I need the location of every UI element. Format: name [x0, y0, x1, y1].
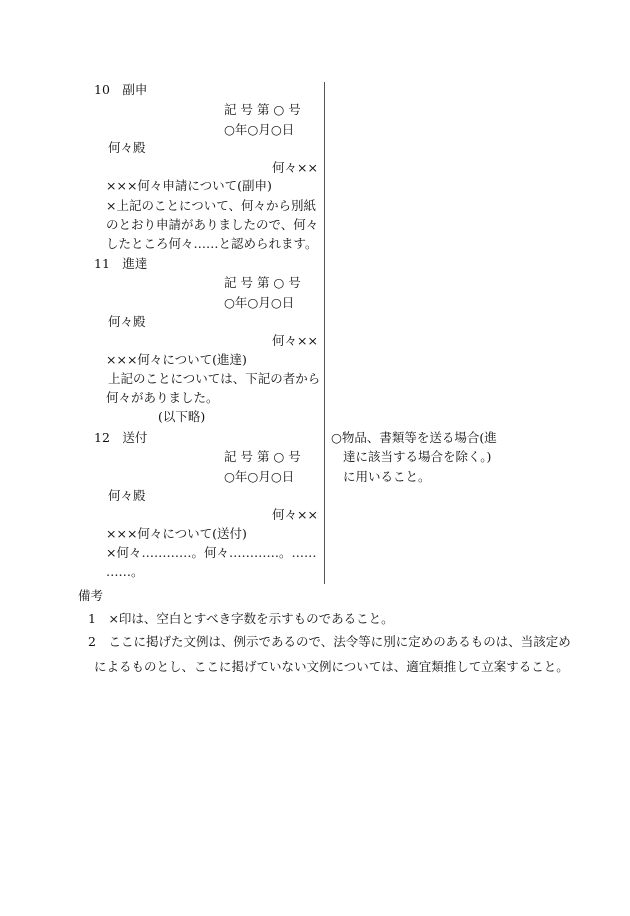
section-12-heading: 12 送付 — [94, 430, 148, 445]
section-10-sender: 何々×× — [272, 160, 318, 175]
section-12-body-line: ×何々…………。何々…………。…… — [106, 545, 317, 560]
section-10-body-line: のとおり申請がありましたので、何々 — [106, 217, 319, 232]
remarks-item-2-line: 2 ここに掲げた文例は、例示であるので、法令等に別に定めのあるものは、当該定め — [88, 634, 571, 649]
section-11-reference-number: 記 号 第 ○ 号 — [224, 275, 301, 290]
section-11-date: ○年○月○日 — [224, 295, 295, 310]
section-10-subject: ×××何々申請について(副申) — [106, 178, 272, 193]
column-divider — [324, 82, 325, 584]
section-12-reference-number: 記 号 第 ○ 号 — [224, 449, 301, 464]
section-11-addressee: 何々殿 — [108, 314, 146, 329]
section-12-body-line: ……。 — [106, 564, 144, 579]
section-12-addressee: 何々殿 — [108, 488, 146, 503]
remarks-item-2-line: によるものとし、ここに掲げていない文例については、適宜類推して立案すること。 — [94, 659, 569, 674]
section-10-body-line: ×上記のことについて、何々から別紙 — [106, 198, 316, 213]
remarks-item-1: 1 ×印は、空白とすべき字数を示すものであること。 — [88, 611, 394, 626]
section-10-addressee: 何々殿 — [108, 140, 146, 155]
section-12-note-line: に用いること。 — [343, 469, 431, 484]
section-12-date: ○年○月○日 — [224, 469, 295, 484]
section-10-body-line: したところ何々……と認められます。 — [106, 236, 318, 251]
section-12-note-line: 達に該当する場合を除く。) — [343, 449, 492, 464]
section-11-omitted-note: (以下略) — [158, 409, 206, 424]
section-11-body-line: 上記のことについては、下記の者から — [108, 371, 321, 386]
section-12-subject: ×××何々について(送付) — [106, 526, 247, 541]
section-10-heading: 10 副申 — [94, 82, 148, 97]
section-11-subject: ×××何々について(進達) — [106, 352, 247, 367]
section-10-reference-number: 記 号 第 ○ 号 — [224, 102, 301, 117]
section-10-date: ○年○月○日 — [224, 122, 295, 137]
remarks-title: 備考 — [78, 588, 104, 603]
section-11-sender: 何々×× — [272, 333, 318, 348]
section-11-body-line: 何々がありました。 — [106, 390, 219, 405]
section-11-heading: 11 進達 — [94, 256, 148, 271]
section-12-sender: 何々×× — [272, 507, 318, 522]
section-12-note-line: ○物品、書類等を送る場合(進 — [331, 430, 497, 445]
